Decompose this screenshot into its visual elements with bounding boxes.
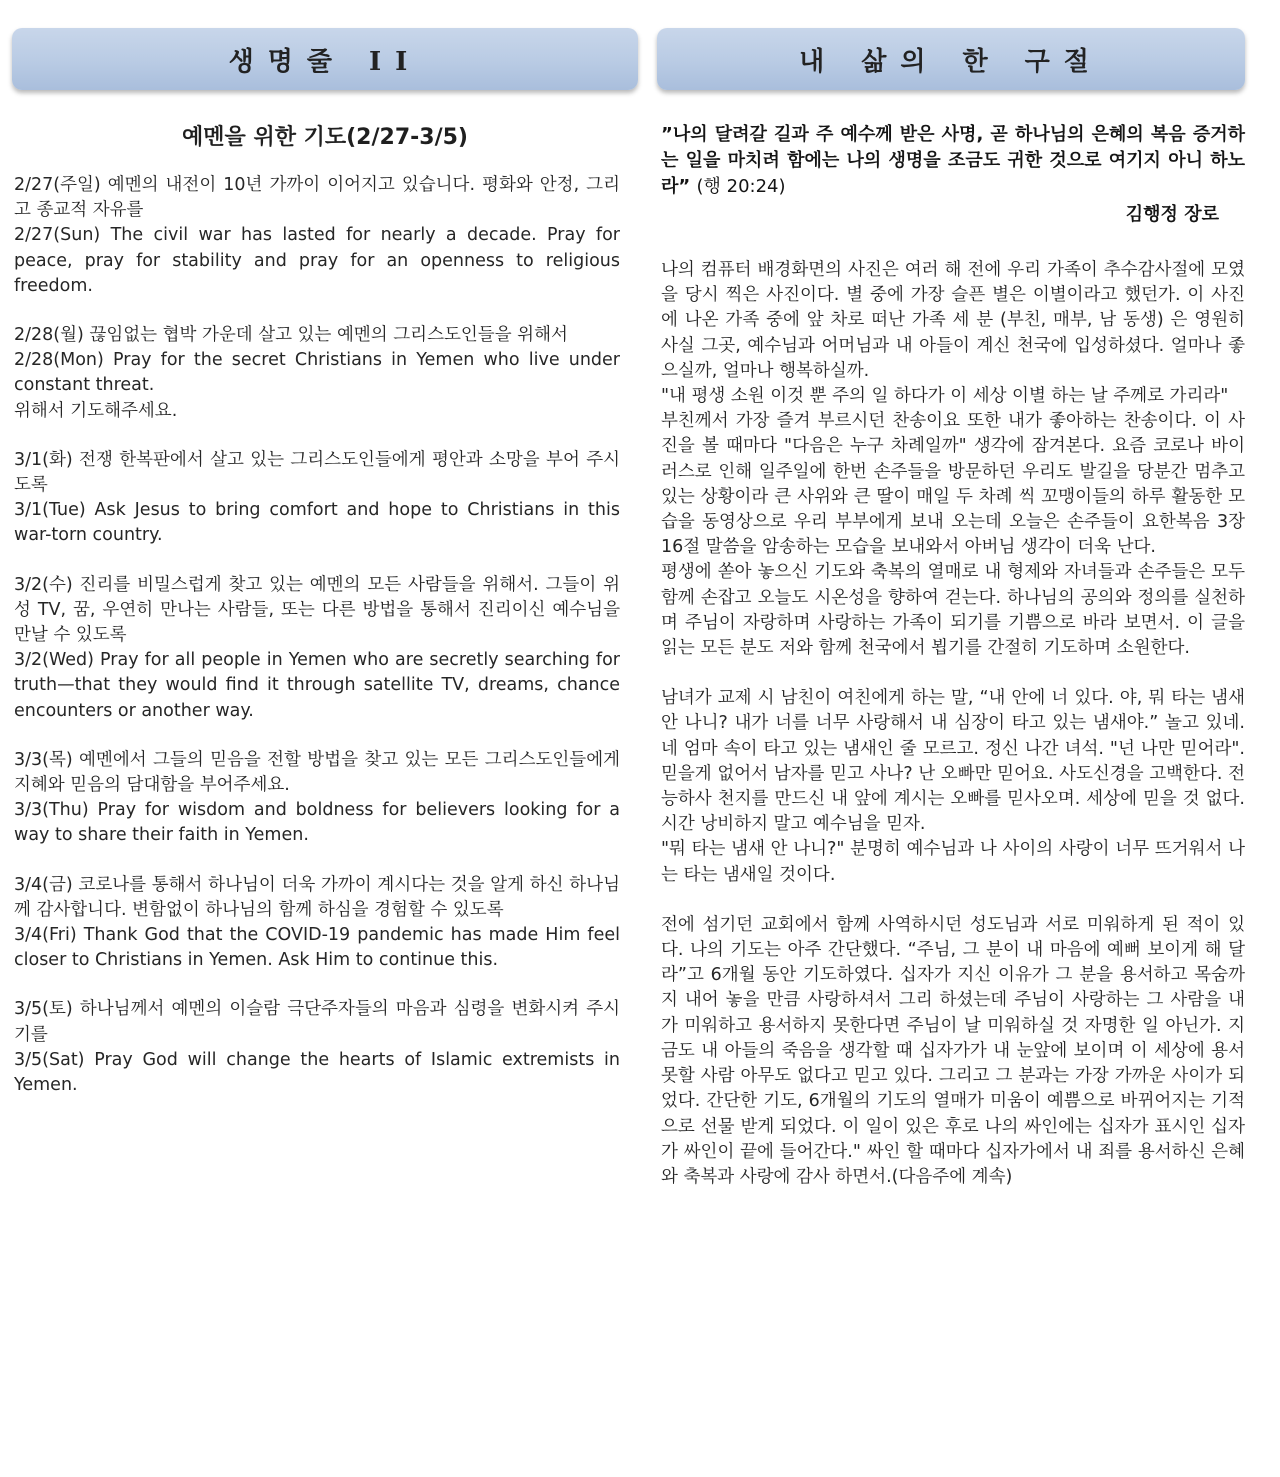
prayer-english: 3/5(Sat) Pray God will change the hearts of Islamic extremists in Yemen.	[14, 1049, 620, 1096]
prayer-entry	[14, 173, 620, 299]
prayer-english: 3/4(Fri) Thank God that the COVID-19 pandemic has made Him feel closer to Christians in Yemen. Ask Him to continue this.	[14, 925, 620, 971]
prayer-title: 예멘을 위한 기도(2/27-3/5)	[182, 125, 468, 150]
right-column	[657, 28, 1245, 1190]
verse-reference: (행 20:24)	[696, 176, 786, 197]
prayer-korean: 3/5(토) 하나님께서 예멘의 이슬람 극단주자들의 마음과 심령을 변화시켜 주시기를	[14, 999, 620, 1045]
essay-paragraph: 평생에 쏟아 놓으신 기도와 축복의 열매로 내 형제와 자녀들과 손주들은 모두 함께 손잡고 오늘도 시온성을 향하여 걷는다. 하나님의 공의와 정의를 실천하며 주님이 자랑하며 사랑하는 가족이 되기를 기쁨으로 바라 보면서. 이 글을 읽는 모든 분도 저와 함께 천국에서 뵙기를 간절히 기도하며 소원한다.	[661, 562, 1245, 659]
author-name: 김행정 장로	[1125, 204, 1219, 225]
prayer-english: 3/2(Wed) Pray for all people in Yemen who are secretly searching for truth—that they would find it through satellite TV, dreams, chance encounters or another way.	[14, 650, 620, 721]
essay-paragraph: "뭐 타는 냄새 안 나니?" 분명히 예수님과 나 사이의 사랑이 너무 뜨거워서 나는 타는 냄새일 것이다.	[661, 839, 1245, 885]
prayer-korean: 3/1(화) 전쟁 한복판에서 살고 있는 그리스도인들에게 평안과 소망을 부어 주시도록	[14, 449, 620, 496]
prayer-korean: 3/2(수) 진리를 비밀스럽게 찾고 있는 예멘의 모든 사람들을 위해서. 그들이 위성 TV, 꿈, 우연히 만나는 사람들, 또는 다른 방법을 통해서 진리이신 예수님을 만날 수 있도록	[14, 574, 620, 646]
prayer-entry	[14, 997, 620, 1098]
section-header-verse: 내 삶의 한 구절	[657, 28, 1245, 90]
essay-paragraph: 남녀가 교제 시 남친이 여친에게 하는 말, “내 안에 너 있다. 야, 뭐 타는 냄새 안 나니? 내가 너를 너무 사랑해서 내 심장이 타고 있는 냄새야.” 놀고 있네. 네 엄마 속이 타고 있는 냄새인 줄 모르고. 정신 나간 녀석. "넌 나만 믿어라". 믿을게 없어서 남자를 믿고 사나? 난 오빠만 믿어요. 사도신경을 고백한다. 전능하사 천지를 만드신 내 앞에 계시는 오빠를 믿사오며. 세상에 믿을 것 없다. 시간 낭비하지 말고 예수님을 믿자.	[661, 688, 1245, 835]
verse-text: ”나의 달려갈 길과 주 예수께 받은 사명, 곧 하나님의 은혜의 복음 증거하는 일을 마치려 함에는 나의 생명을 조금도 귀한 것으로 여기지 아니 하노라”	[661, 124, 1245, 197]
scripture-verse	[657, 122, 1245, 200]
essay-body	[657, 258, 1245, 1190]
prayer-korean: 2/28(월) 끊임없는 협박 가운데 살고 있는 예멘의 그리스도인들을 위해서	[14, 325, 568, 346]
prayer-entry	[14, 448, 620, 549]
essay-hymn-quote: "내 평생 소원 이것 뿐 주의 일 하다가 이 세상 이별 하는 날 주께로 가리라"	[661, 386, 1229, 407]
prayer-korean: 3/4(금) 코로나를 통해서 하나님이 더욱 가까이 계시다는 것을 알게 하신 하나님께 감사합니다. 변함없이 하나님의 함께 하심을 경험할 수 있도록	[14, 874, 620, 920]
left-column	[12, 28, 638, 1122]
prayer-list	[12, 173, 620, 1098]
prayer-english: 3/3(Thu) Pray for wisdom and boldness for believers looking for a way to share their faith in Yemen.	[14, 800, 620, 846]
section-header-lifeline: 생명줄 II	[12, 28, 638, 90]
prayer-entry	[14, 573, 620, 724]
prayer-english: 3/1(Tue) Ask Jesus to bring comfort and hope to Christians in this war-torn country.	[14, 500, 620, 546]
essay-paragraph: 나의 컴퓨터 배경화면의 사진은 여러 해 전에 우리 가족이 추수감사절에 모였을 당시 찍은 사진이다. 별 중에 가장 슬픈 별은 이별이라고 했던가. 이 사진에 나온 가족 중에 앞 차로 떠난 가족 세 분 (부친, 매부, 남 동생) 은 영원히 사실 그곳, 예수님과 어머님과 내 아들이 계신 천국에 입성하셨다. 얼마나 좋으실까, 얼마나 행복하실까.	[661, 260, 1245, 381]
prayer-korean: 3/3(목) 예멘에서 그들의 믿음을 전할 방법을 찾고 있는 모든 그리스도인들에게 지혜와 믿음의 담대함을 부어주세요.	[14, 749, 620, 796]
prayer-english: 2/27(Sun) The civil war has lasted for nearly a decade. Pray for peace, pray for stability and pray for an openness to religious freedom.	[14, 225, 620, 296]
essay-paragraph: 부친께서 가장 즐겨 부르시던 찬송이요 또한 내가 좋아하는 찬송이다. 이 사진을 볼 때마다 "다음은 누구 차례일까" 생각에 잠겨본다. 요즘 코로나 바이러스로 인해 일주일에 한번 손주들을 방문하던 우리도 발길을 당분간 멈추고 있는 상황이라 큰 사위와 큰 딸이 매일 두 차례 씩 꼬맹이들의 하루 활동한 모습을 동영상으로 우리 부부에게 보내 오는데 오늘은 손주들이 요한복음 3장 16절 말씀을 암송하는 모습을 보내와서 아버님 생각이 더욱 난다.	[661, 411, 1245, 558]
prayer-korean-extra: 위해서 기도해주세요.	[14, 400, 178, 421]
prayer-entry	[14, 748, 620, 849]
prayer-english: 2/28(Mon) Pray for the secret Christians in Yemen who live under constant threat.	[14, 350, 620, 396]
prayer-korean: 2/27(주일) 예멘의 내전이 10년 가까이 이어지고 있습니다. 평화와 안정, 그리고 종교적 자유를	[14, 175, 620, 221]
prayer-entry	[14, 873, 620, 974]
prayer-entry	[14, 323, 620, 424]
essay-paragraph: 전에 섬기던 교회에서 함께 사역하시던 성도님과 서로 미워하게 된 적이 있다. 나의 기도는 아주 간단했다. “주님, 그 분이 내 마음에 예뻐 보이게 해 달라”고 6개월 동안 기도하였다. 십자가 지신 이유가 그 분을 용서하고 목숨까지 내어 놓을 만큼 사랑하셔서 그리 하셨는데 주님이 사랑하는 그 사람을 내가 미워하고 용서하지 못한다면 주님이 날 미워하실 것 자명한 일 아닌가. 지금도 내 아들의 죽음을 생각할 때 십자가가 내 눈앞에 보이며 이 세상에 용서 못할 사람 아무도 없다고 믿고 있다. 그리고 그 분과는 가장 가까운 사이가 되었다. 간단한 기도, 6개월의 기도의 열매가 미움이 예쁨으로 바뀌어지는 기적으로 선물 받게 되었다. 이 일이 있은 후로 나의 싸인에는 십자가 표시인 십자가 싸인이 끝에 들어간다." 싸인 할 때마다 십자가에서 내 죄를 용서하신 은혜와 축복과 사랑에 감사 하면서.(다음주에 계속)	[661, 914, 1245, 1187]
